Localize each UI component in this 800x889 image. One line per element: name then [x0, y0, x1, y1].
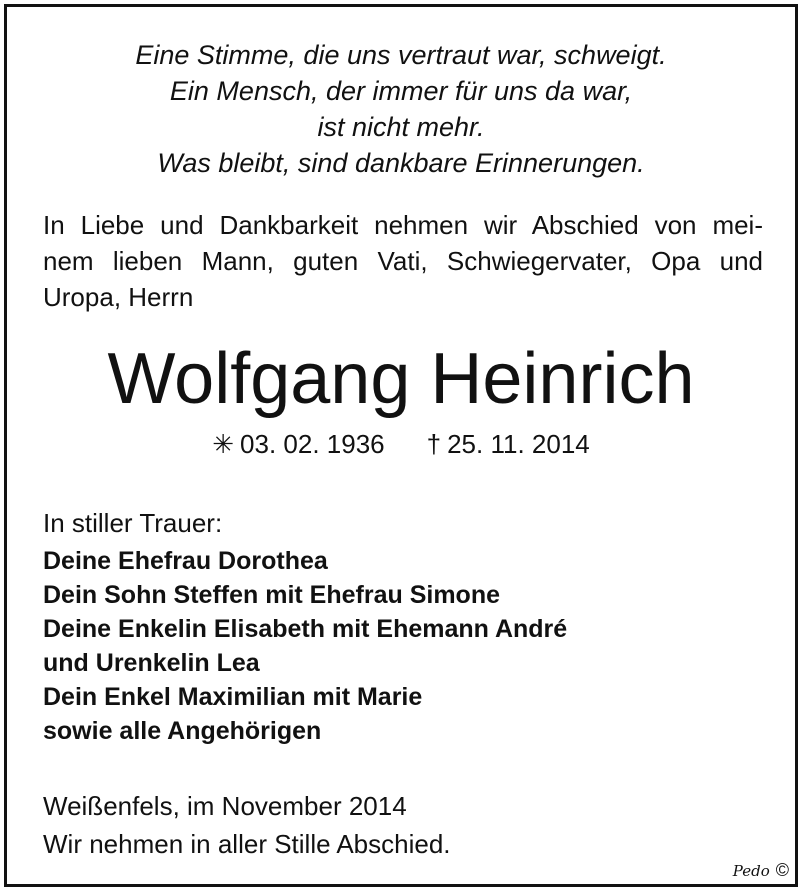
- life-dates: [7, 427, 795, 461]
- mourner-line: Dein Sohn Steffen mit Ehefrau Simone: [43, 581, 500, 609]
- mourning-label: In stiller Trauer:: [43, 508, 223, 538]
- poem-line: Ein Mensch, der immer für uns da war,: [169, 76, 633, 106]
- intro-text: [43, 207, 763, 315]
- birth-date: 03. 02. 1936: [240, 429, 385, 459]
- designer-signature: [733, 860, 789, 882]
- birth-star-icon: ✳: [212, 429, 235, 459]
- mourner-line: Deine Ehefrau Dorothea: [43, 547, 328, 575]
- mourner-line: Deine Enkelin Elisabeth mit Ehemann André: [43, 615, 568, 643]
- mourner-line: Dein Enkel Maximilian mit Marie: [43, 683, 423, 711]
- death-date: 25. 11. 2014: [447, 429, 590, 459]
- closing-line: Wir nehmen in aller Stille Abschied.: [43, 829, 451, 859]
- mourner-line: und Urenkelin Lea: [43, 649, 260, 677]
- mourner-line: sowie alle Angehörigen: [43, 717, 322, 745]
- place-date: Weißenfels, im November 2014: [43, 791, 407, 821]
- poem-line: Eine Stimme, die uns vertraut war, schweigt.: [135, 40, 667, 70]
- death-cross-icon: †: [426, 429, 442, 459]
- intro-line: Uropa, Herrn: [43, 282, 194, 312]
- copyright-icon: ©: [775, 860, 789, 880]
- mourners-list: [43, 544, 567, 748]
- obituary-notice: [4, 4, 798, 887]
- deceased-name: Wolfgang Heinrich: [107, 339, 695, 419]
- poem-line: ist nicht mehr.: [317, 112, 485, 142]
- poem-line: Was bleibt, sind dankbare Erinnerungen.: [157, 148, 645, 178]
- poem: [7, 37, 795, 181]
- intro-line: nem lieben Mann, guten Vati, Schwiegervater, Opa und: [43, 246, 763, 276]
- signature-text: Pedo: [732, 862, 770, 880]
- intro-line: In Liebe und Dankbarkeit nehmen wir Abschied von mei-: [43, 210, 763, 240]
